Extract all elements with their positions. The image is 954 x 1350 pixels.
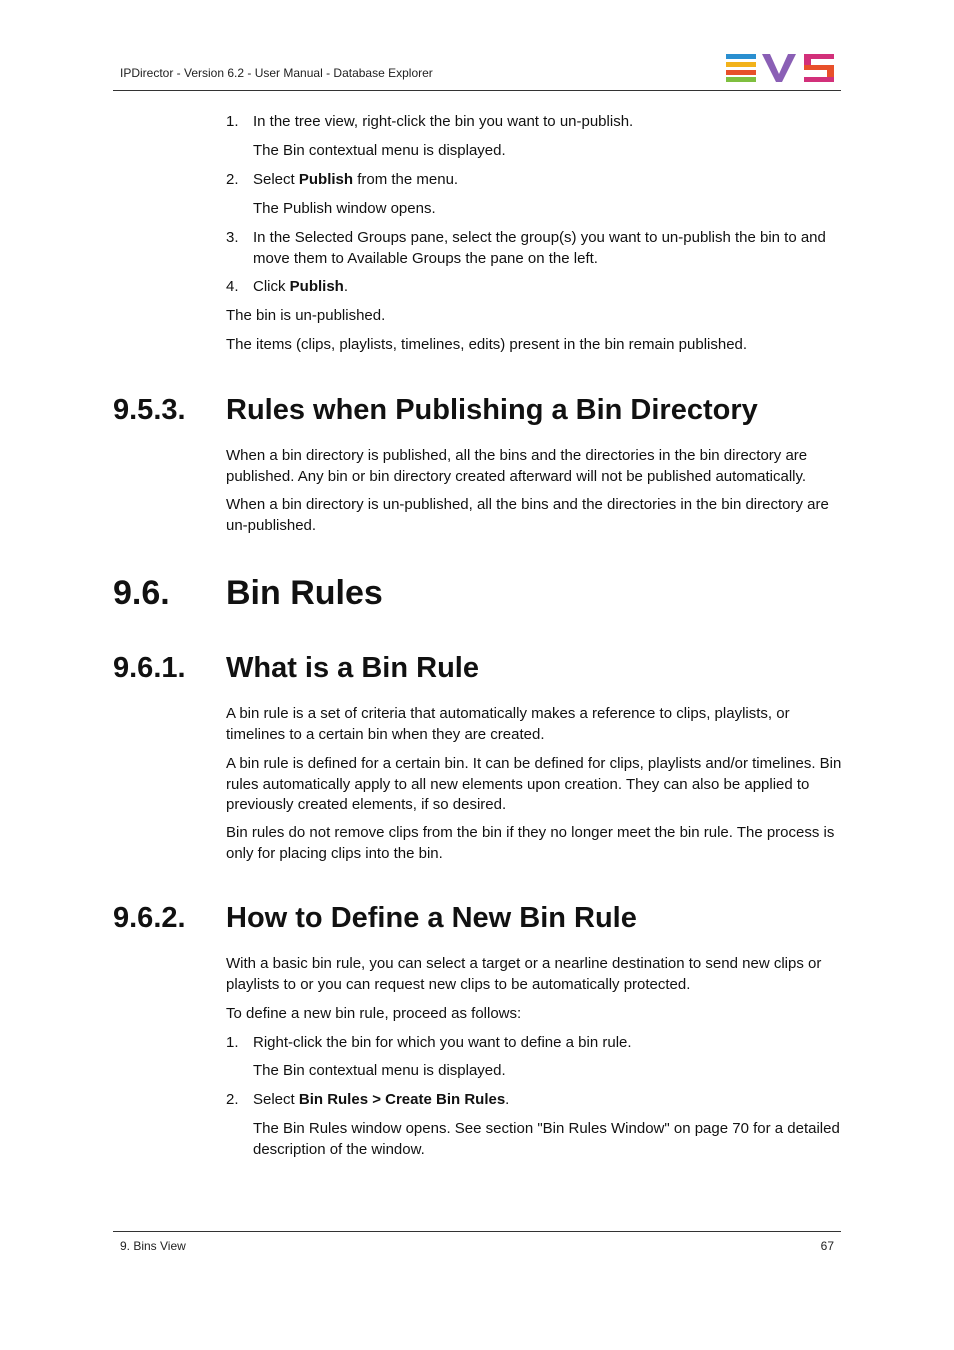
section-number: 9.6.1. (113, 652, 186, 684)
step-note: The Bin Rules window opens. See section "Bin Rules Window" on page 70 for a detailed description of the window. (253, 1120, 840, 1158)
define-step-1 (226, 1033, 842, 1054)
step-text: Select Bin Rules > Create Bin Rules. (253, 1091, 510, 1108)
step-note: The Bin contextual menu is displayed. (253, 1062, 506, 1079)
section-number: 9.6. (113, 574, 170, 612)
footer-section: 9. Bins View (120, 1239, 186, 1253)
paragraph: When a bin directory is un-published, all the bins and the directories in the bin directory are un-published. (226, 496, 829, 534)
step-number: 1. (226, 1034, 239, 1051)
header-divider (113, 90, 841, 91)
section-title: Bin Rules (226, 574, 383, 612)
result-text: The items (clips, playlists, timelines, edits) present in the bin remain published. (226, 336, 748, 353)
define-step-2 (226, 1090, 842, 1111)
step-number: 2. (226, 171, 239, 188)
unpublish-step-4 (226, 277, 842, 298)
ui-term: Bin Rules > Create Bin Rules (298, 1091, 506, 1108)
step-note: The Bin contextual menu is displayed. (253, 142, 506, 159)
step-number: 3. (226, 229, 239, 246)
step-number: 4. (226, 278, 239, 295)
footer-divider (113, 1231, 841, 1232)
step-text: Select Publish from the menu. (253, 171, 459, 188)
section-number: 9.6.2. (113, 902, 186, 934)
unpublish-step-2 (226, 170, 842, 191)
step-number: 2. (226, 1091, 239, 1108)
paragraph: Bin rules do not remove clips from the bin if they no longer meet the bin rule. The process is only for placing clips into the bin. (226, 824, 835, 862)
section-title: What is a Bin Rule (226, 652, 479, 684)
paragraph: When a bin directory is published, all the bins and the directories in the bin directory are published. Any bin or bin directory created afterward will not be published automatically. (226, 447, 808, 485)
unpublish-step-3 (226, 228, 842, 269)
running-header: IPDirector - Version 6.2 - User Manual - Database Explorer (120, 66, 433, 80)
page-number: 67 (820, 1239, 834, 1253)
ui-term: Publish (289, 278, 344, 295)
paragraph: To define a new bin rule, proceed as follows: (226, 1005, 522, 1022)
result-text: The bin is un-published. (226, 307, 386, 324)
paragraph: A bin rule is a set of criteria that automatically makes a reference to clips, playlists, or timelines to a certain bin when they are created. (226, 705, 790, 743)
step-text: In the Selected Groups pane, select the group(s) you want to un-publish the bin to and move them to Available Groups the pane on the left. (253, 229, 826, 267)
section-title: How to Define a New Bin Rule (226, 902, 637, 934)
step-note: The Publish window opens. (253, 200, 436, 217)
paragraph: A bin rule is defined for a certain bin. It can be defined for clips, playlists and/or timelines. Bin rules automatically apply to all new elements upon creation. They can also be applied to previously created elements, if so desired. (226, 755, 842, 813)
step-text: Click Publish. (253, 278, 349, 295)
paragraph: With a basic bin rule, you can select a target or a nearline destination to send new clips or playlists to or you can request new clips to be automatically protected. (226, 955, 822, 993)
evs-logo (726, 54, 834, 82)
ui-term: Publish (298, 171, 354, 188)
step-text: In the tree view, right-click the bin you want to un-publish. (253, 113, 634, 130)
section-title: Rules when Publishing a Bin Directory (226, 394, 758, 426)
section-number: 9.5.3. (113, 394, 186, 426)
step-number: 1. (226, 113, 239, 130)
step-text: Right-click the bin for which you want to define a bin rule. (253, 1034, 632, 1051)
unpublish-step-1 (226, 112, 842, 133)
